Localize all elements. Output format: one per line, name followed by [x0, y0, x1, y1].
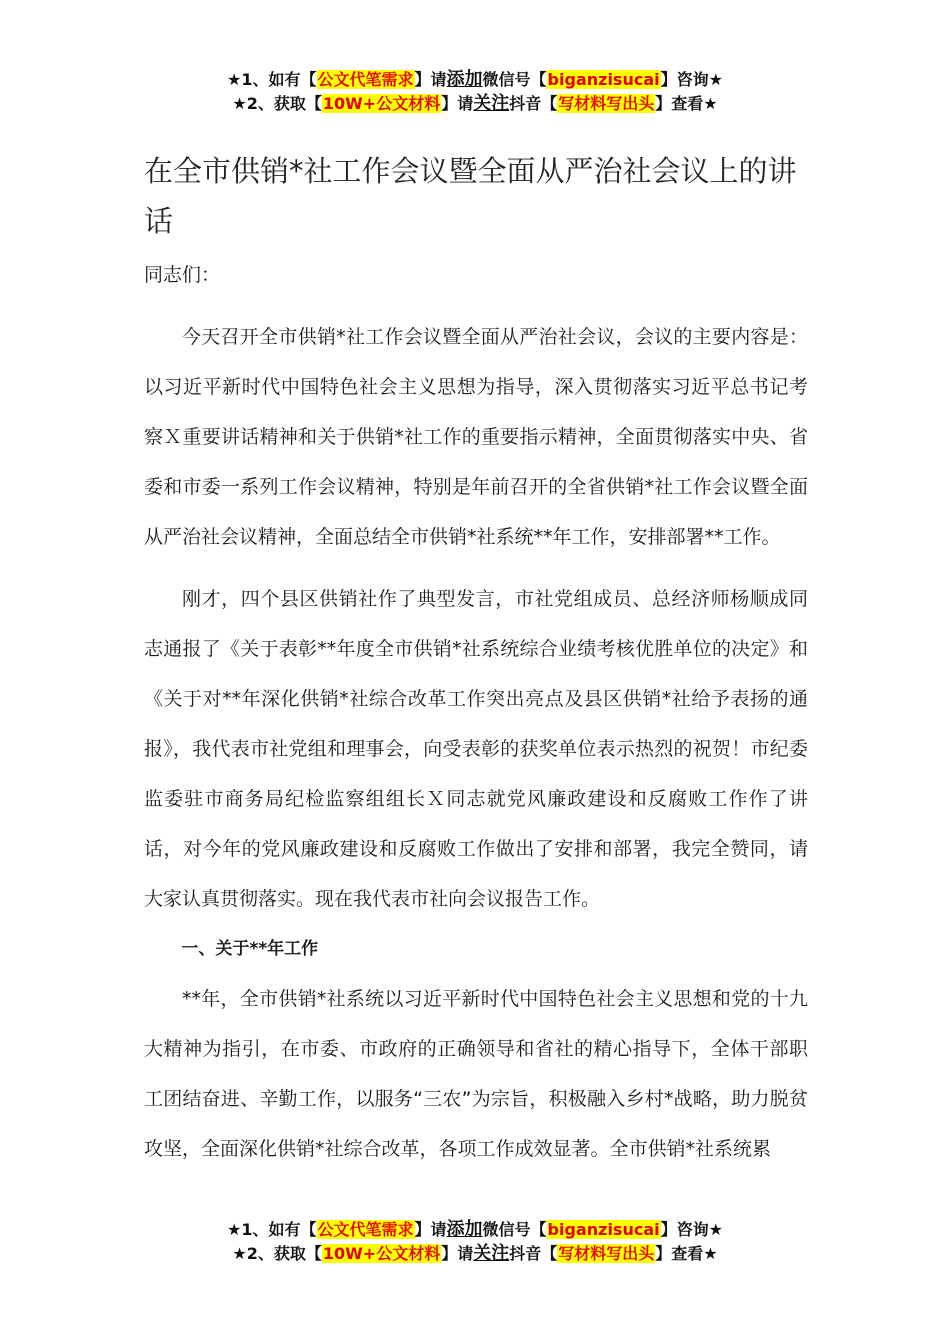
banner-line-2-suffix: 】查看★	[655, 94, 718, 113]
banner-line-1	[0, 68, 950, 92]
footer-line-2-suffix: 】查看★	[655, 1244, 718, 1263]
banner-line-1-mid2: 微信号【	[482, 70, 547, 89]
footer-line-1-suffix: 】咨询★	[660, 1220, 723, 1239]
banner-line-2-highlight-douyin-account: 写材料写出头	[558, 94, 655, 113]
banner-line-1-emphasis: 添加	[446, 69, 483, 90]
banner-line-2-prefix: ★2、获取【	[232, 94, 322, 113]
banner-line-1-prefix: ★1、如有【	[227, 70, 317, 89]
footer-line-2-highlight-douyin-account: 写材料写出头	[558, 1244, 655, 1263]
footer-line-1-mid2: 微信号【	[482, 1220, 547, 1239]
footer-line-2-mid: 】请	[441, 1244, 474, 1263]
footer-line-1-emphasis: 添加	[446, 1219, 483, 1240]
banner-line-1-highlight-wechat-id: biganzisucai	[547, 70, 660, 89]
banner-line-2-highlight-materials: 10W+公文材料	[322, 94, 441, 113]
paragraph-opening: 今天召开全市供销*社工作会议暨全面从严治社会议，会议的主要内容是：以习近平新时代中国特色社会主义思想为指导，深入贯彻落实习近平总书记考察Ｘ重要讲话精神和关于供销*社工作的重要指示精神，全面贯彻落实中央、省委和市委一系列工作会议精神，特别是年前召开的全省供销*社工作会议暨全面从严治社会议精神，全面总结全市供销*社系统**年工作，安排部署**工作。	[144, 326, 808, 548]
banner-line-1-suffix: 】咨询★	[660, 70, 723, 89]
footer-banner-line-1	[0, 1218, 950, 1242]
footer-line-2-highlight-materials: 10W+公文材料	[322, 1244, 441, 1263]
footer-line-1-mid: 】请	[414, 1220, 447, 1239]
footer-line-2-mid2: 抖音【	[509, 1244, 558, 1263]
footer-banner-line-2	[0, 1242, 950, 1266]
salutation: 同志们：	[144, 264, 221, 286]
footer-line-1-prefix: ★1、如有【	[227, 1220, 317, 1239]
footer-line-2-prefix: ★2、获取【	[232, 1244, 322, 1263]
section-heading: 一、关于**年工作	[181, 939, 319, 959]
header-banner	[0, 68, 950, 116]
footer-banner	[0, 1218, 950, 1266]
banner-line-2-mid2: 抖音【	[509, 94, 558, 113]
banner-line-1-highlight-service: 公文代笔需求	[317, 70, 414, 89]
document-title: 在全市供销*社工作会议暨全面从严治社会议上的讲话	[144, 154, 797, 238]
banner-line-2	[0, 92, 950, 116]
section-paragraph: **年，全市供销*社系统以习近平新时代中国特色社会主义思想和党的十九大精神为指引，在市委、市政府的正确领导和省社的精心指导下，全体干部职工团结奋进、辛勤工作，以服务“三农”为宗旨，积极融入乡村*战略，助力脱贫攻坚，全面深化供销*社综合改革，各项工作成效显著。全市供销*社系统累	[144, 988, 808, 1160]
banner-line-1-mid: 】请	[414, 70, 447, 89]
footer-line-1-highlight-wechat-id: biganzisucai	[547, 1220, 660, 1239]
footer-line-2-emphasis: 关注	[473, 1243, 510, 1264]
footer-line-1-highlight-service: 公文代笔需求	[317, 1220, 414, 1239]
banner-line-2-emphasis: 关注	[473, 93, 510, 114]
paragraph-review: 刚才，四个县区供销社作了典型发言，市社党组成员、总经济师杨顺成同志通报了《关于表彰**年度全市供销*社系统综合业绩考核优胜单位的决定》和《关于对**年深化供销*社综合改革工作突出亮点及县区供销*社给予表扬的通报》，我代表市社党组和理事会，向受表彰的获奖单位表示热烈的祝贺！市纪委监委驻市商务局纪检监察组组长Ｘ同志就党风廉政建设和反腐败工作作了讲话，对今年的党风廉政建设和反腐败工作做出了安排和部署，我完全赞同，请大家认真贯彻落实。现在我代表市社向会议报告工作。	[144, 588, 808, 910]
banner-line-2-mid: 】请	[441, 94, 474, 113]
document-body	[144, 146, 808, 1174]
